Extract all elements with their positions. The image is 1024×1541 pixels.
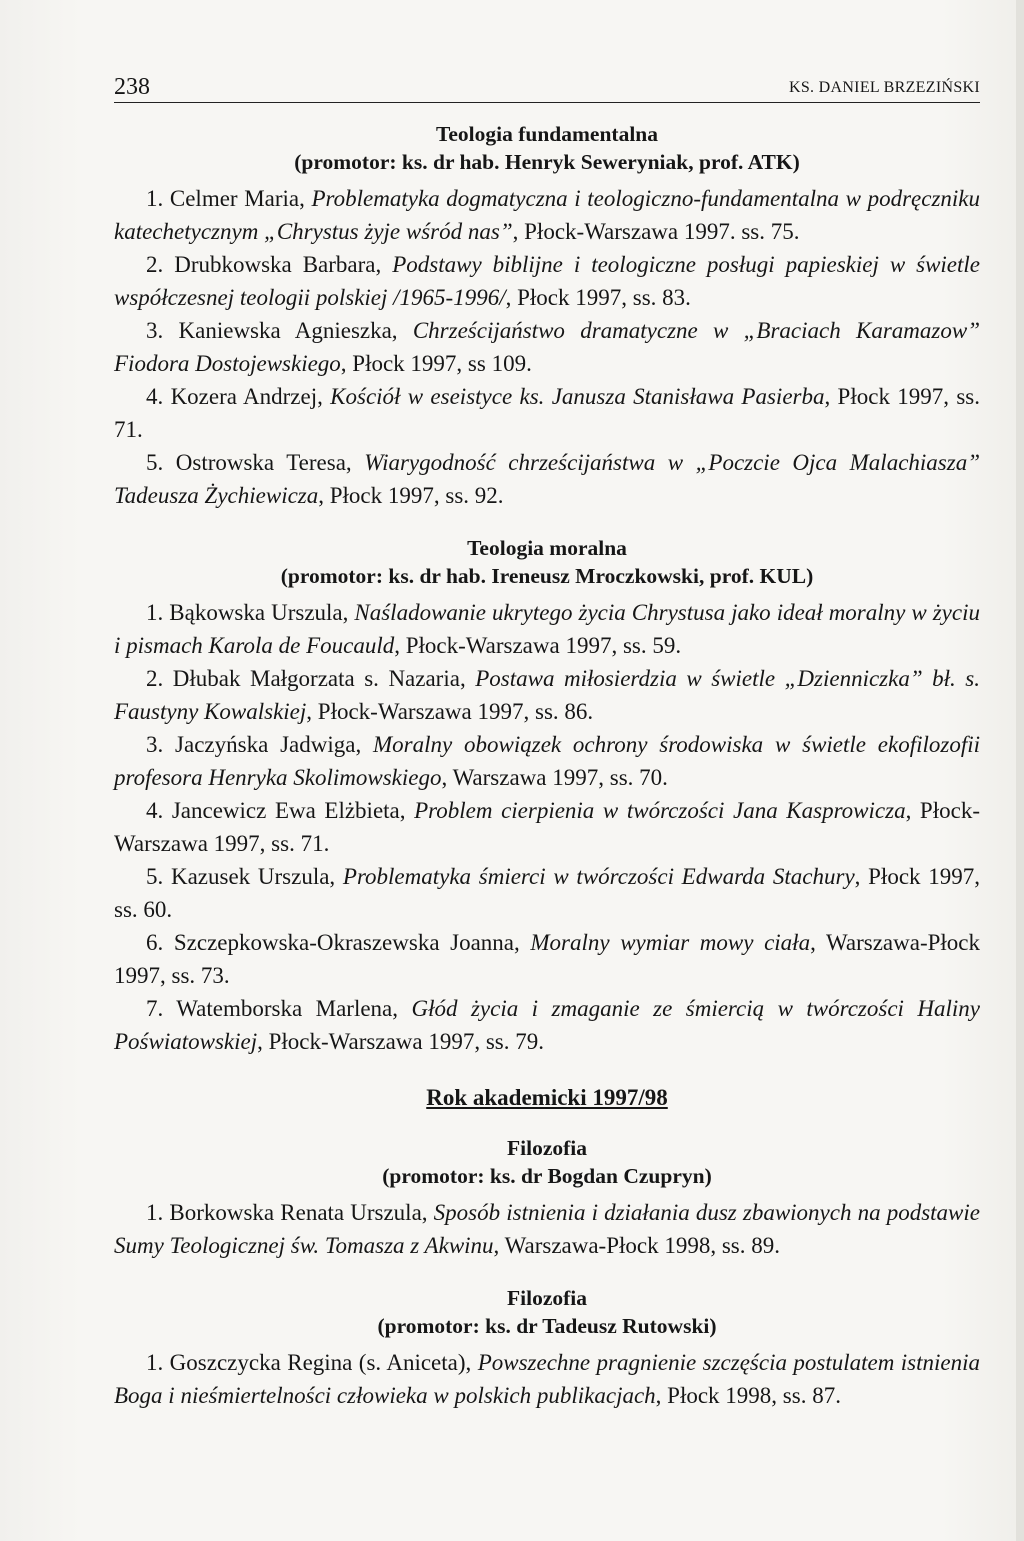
- section-title: Teologia fundamentalna: [435, 122, 658, 146]
- document-body: [114, 120, 980, 1412]
- entry-title: Głód życia i zmaganie ze śmiercią w twórczości Haliny Poświatowskiej: [114, 996, 980, 1054]
- section-teologia-moralna: [114, 534, 980, 1058]
- entry-author: 2. Dłubak Małgorzata s. Nazaria,: [146, 666, 476, 691]
- entry-title: Wiarygodność chrześcijaństwa w „Poczcie Ojca Malachiasza” Tadeusza Żychiewicza: [114, 450, 980, 508]
- entry-author: 6. Szczepkowska-Okraszewska Joanna,: [146, 930, 531, 955]
- entry-author: 4. Jancewicz Ewa Elżbieta,: [146, 798, 415, 823]
- entry-title: Naśladowanie ukrytego życia Chrystusa jako ideał moralny w życiu i pismach Karola de Foucauld: [114, 600, 980, 658]
- bibliography-entry: [114, 248, 980, 314]
- entry-publication: , Płock 1997, ss. 92.: [318, 483, 504, 508]
- section-promotor: (promotor: ks. dr Bogdan Czupryn): [382, 1164, 712, 1188]
- entry-title: Problem cierpienia w twórczości Jana Kasprowicza: [414, 798, 906, 823]
- bibliography-entry: [114, 926, 980, 992]
- entry-publication: , Płock 1997, ss. 71.: [114, 384, 980, 442]
- entry-author: 3. Jaczyńska Jadwiga,: [146, 732, 374, 757]
- entry-author: 7. Watemborska Marlena,: [146, 996, 412, 1021]
- entry-author: 4. Kozera Andrzej,: [146, 384, 331, 409]
- entry-title: Chrześcijaństwo dramatyczne w „Braciach Karamazow” Fiodora Dostojewskiego: [114, 318, 980, 376]
- entry-publication: , Warszawa 1997, ss. 70.: [441, 765, 668, 790]
- academic-year-heading: Rok akademicki 1997/98: [426, 1085, 668, 1110]
- entry-publication: , Płock 1997, ss. 60.: [114, 864, 980, 922]
- entry-title: Kościół w eseistyce ks. Janusza Stanisława Pasierba: [330, 384, 825, 409]
- entry-publication: , Warszawa-Płock 1997, ss. 73.: [114, 930, 980, 988]
- bibliography-entry: [114, 794, 980, 860]
- page-number: 238: [114, 74, 150, 100]
- entry-title: Powszechne pragnienie szczęścia postulatem istnienia Boga i nieśmiertelności człowieka w polskich publikacjach: [114, 1350, 980, 1408]
- section-title: Teologia moralna: [467, 536, 627, 560]
- section-title: Filozofia: [506, 1286, 587, 1310]
- entry-author: 1. Celmer Maria,: [146, 186, 312, 211]
- entry-author: 1. Goszczycka Regina (s. Aniceta),: [146, 1350, 478, 1375]
- entry-author: 3. Kaniewska Agnieszka,: [146, 318, 413, 343]
- entry-title: Problematyka dogmatyczna i teologiczno-fundamentalna w podręczniku katechetycznym „Chrystus żyje wśród nas”: [114, 186, 980, 244]
- entry-publication: , Płock 1997, ss. 83.: [505, 285, 691, 310]
- entry-title: Moralny wymiar mowy ciała: [530, 930, 811, 955]
- entry-publication: , Płock-Warszawa 1997. ss. 75.: [512, 219, 800, 244]
- entry-publication: , Płock-Warszawa 1997, ss. 86.: [306, 699, 594, 724]
- entry-title: Sposób istnienia i działania dusz zbawionych na podstawie Sumy Teologicznej św. Tomasza z Akwinu: [114, 1200, 980, 1258]
- bibliography-entry: [114, 446, 980, 512]
- bibliography-entry: [114, 728, 980, 794]
- bibliography-entry: [114, 992, 980, 1058]
- entry-title: Moralny obowiązek ochrony środowiska w świetle ekofilozofii profesora Henryka Skolimowskiego: [114, 732, 981, 790]
- section-title: Filozofia: [506, 1136, 587, 1160]
- bibliography-entry: [114, 662, 980, 728]
- entry-title: Postawa miłosierdzia w świetle „Dzienniczka” bł. s. Faustyny Kowalskiej: [114, 666, 980, 724]
- entry-author: 5. Ostrowska Teresa,: [146, 450, 365, 475]
- entry-publication: , Płock-Warszawa 1997, ss. 79.: [257, 1029, 544, 1054]
- bibliography-entry: [114, 314, 980, 380]
- entry-author: 2. Drubkowska Barbara,: [146, 252, 393, 277]
- entry-author: 1. Borkowska Renata Urszula,: [146, 1200, 434, 1225]
- entry-publication: , Warszawa-Płock 1998, ss. 89.: [493, 1233, 781, 1258]
- entry-publication: , Płock-Warszawa 1997, ss. 59.: [394, 633, 682, 658]
- bibliography-entry: [114, 1346, 980, 1412]
- bibliography-entry: [114, 1196, 980, 1262]
- entry-publication: , Płock 1998, ss. 87.: [655, 1383, 841, 1408]
- section-promotor: (promotor: ks. dr hab. Ireneusz Mroczkowski, prof. KUL): [280, 564, 814, 588]
- entry-author: 5. Kazusek Urszula,: [146, 864, 343, 889]
- entry-author: 1. Bąkowska Urszula,: [146, 600, 355, 625]
- page-spine-shadow: [1016, 0, 1024, 1541]
- section-teologia-fundamentalna: [114, 120, 980, 512]
- entry-title: Podstawy biblijne i teologiczne posługi papieskiej w świetle współczesnej teologii polskiej /1965-1996/: [114, 252, 980, 310]
- section-promotor: (promotor: ks. dr Tadeusz Rutowski): [377, 1314, 717, 1338]
- section-filozofia-czupryn: [114, 1134, 980, 1262]
- entry-publication: , Płock 1997, ss 109.: [340, 351, 532, 376]
- section-filozofia-rutowski: [114, 1284, 980, 1412]
- bibliography-entry: [114, 380, 980, 446]
- page-header: [114, 72, 980, 103]
- entry-title: Problematyka śmierci w twórczości Edwarda Stachury: [342, 864, 855, 889]
- bibliography-entry: [114, 182, 980, 248]
- bibliography-entry: [114, 860, 980, 926]
- bibliography-entry: [114, 596, 980, 662]
- section-promotor: (promotor: ks. dr hab. Henryk Seweryniak, prof. ATK): [294, 150, 800, 174]
- running-head: KS. DANIEL BRZEZIŃSKI: [788, 79, 980, 96]
- entry-publication: , Płock-Warszawa 1997, ss. 71.: [114, 798, 980, 856]
